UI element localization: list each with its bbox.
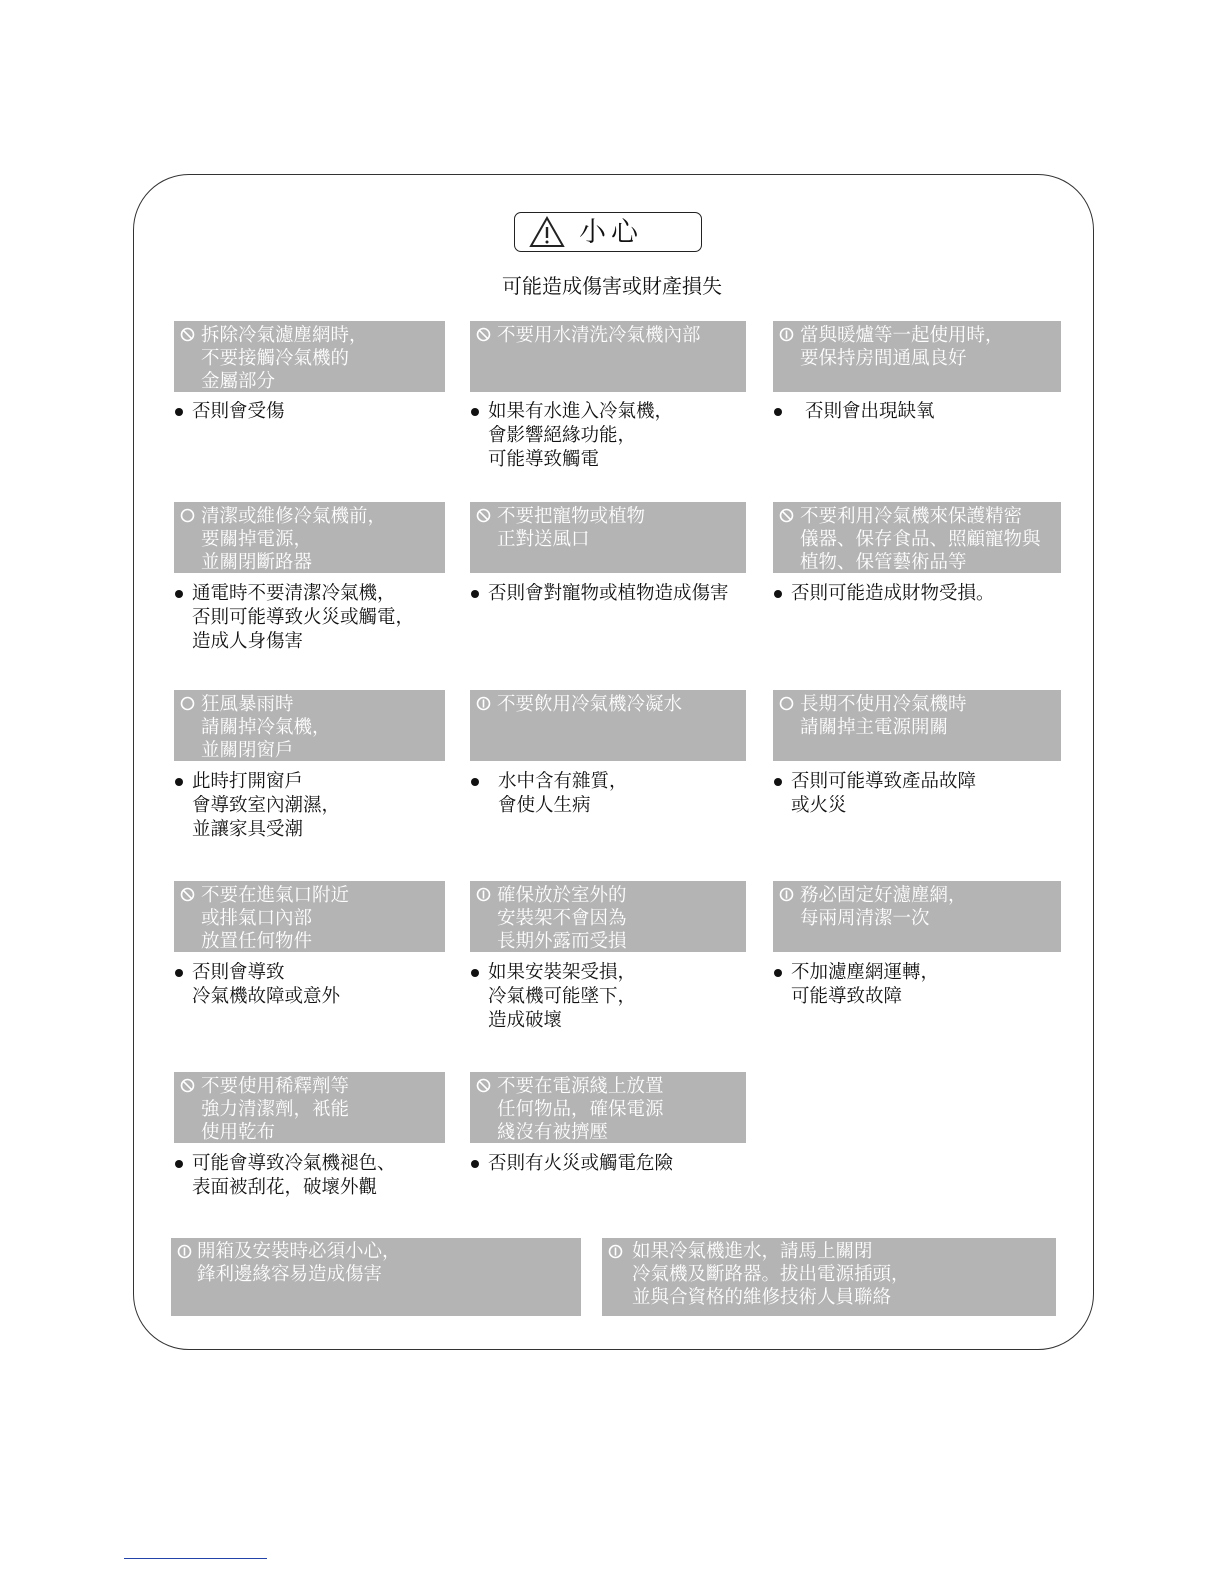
caution-item-description-line: 會影響絕緣功能， [488, 425, 637, 446]
caution-item-title-line: 請關掉主電源開關 [800, 717, 949, 738]
caution-item-title-line: 請關掉冷氣機， [201, 717, 331, 738]
bullet-icon [175, 1160, 183, 1168]
caution-item-title-line: 務必固定好濾塵網， [800, 885, 967, 906]
caution-item-title-line: 清潔或維修冷氣機前， [201, 506, 387, 527]
bullet-icon [175, 590, 183, 598]
caution-item-title-line: 不要用水清洗冷氣機內部 [497, 325, 701, 346]
caution-item-title-line: 綫沒有被擠壓 [497, 1122, 609, 1143]
warning-triangle-icon [529, 216, 565, 248]
caution-item-description-line: 可能會導致冷氣機褪色、 [192, 1153, 396, 1174]
bullet-icon [774, 590, 782, 598]
caution-item-title [174, 321, 445, 392]
caution-item-title-line: 長期不使用冷氣機時 [800, 694, 967, 715]
prohibited-icon [779, 508, 794, 523]
caution-item-title [174, 502, 445, 573]
caution-item-description-line: 會導致室內潮濕， [192, 795, 341, 816]
caution-item-title-line: 拆除冷氣濾塵網時， [201, 325, 368, 346]
caution-item-description-line: 否則可能導致產品故障 [791, 771, 977, 792]
circle-icon [180, 508, 195, 523]
caution-item-description-line: 否則可能導致火災或觸電， [192, 607, 415, 628]
caution-item-title-line: 不要利用冷氣機來保護精密 [800, 506, 1023, 527]
caution-item-description [471, 770, 757, 818]
caution-item-description [175, 961, 456, 1009]
bullet-icon [471, 590, 479, 598]
caution-item-title [773, 321, 1061, 392]
caution-item-title-line: 要關掉電源， [201, 529, 313, 550]
caution-item-description-line: 或火災 [791, 795, 847, 816]
caution-item-description-line: 可能導致故障 [791, 986, 903, 1007]
caution-item-title-line: 要保持房間通風良好 [800, 348, 967, 369]
caution-item-title-line: 並關閉窗戶 [201, 740, 294, 761]
caution-item-title-line: 或排氣口內部 [201, 908, 313, 929]
page-subtitle: 可能造成傷害或財產損失 [502, 274, 722, 298]
prohibited-icon [180, 887, 195, 902]
caution-item-title-line: 使用乾布 [201, 1122, 276, 1143]
caution-item-title-line: 長期外露而受損 [497, 931, 627, 952]
caution-item-description [774, 770, 1072, 818]
caution-item-title-line: 正對送風口 [497, 529, 590, 550]
bullet-icon [471, 778, 479, 786]
bullet-icon [175, 408, 183, 416]
mandatory-icon [177, 1244, 192, 1259]
caution-item-title-line: 強力清潔劑，衹能 [201, 1099, 350, 1120]
prohibited-icon [180, 327, 195, 342]
caution-item-description-line: 會使人生病 [498, 795, 591, 816]
caution-item-description-line: 否則可能造成財物受損。 [791, 583, 995, 604]
mandatory-icon [779, 327, 794, 342]
bottom-note-line: 並與合資格的維修技術人員聯絡 [632, 1287, 892, 1308]
mandatory-icon [608, 1244, 623, 1259]
caution-item-description-line: 否則會受傷 [192, 401, 285, 422]
caution-item-title [174, 690, 445, 761]
caution-item-title-line: 植物、保管藝術品等 [800, 552, 967, 573]
caution-item-title-line: 任何物品，確保電源 [497, 1099, 664, 1120]
caution-item-description-line: 冷氣機故障或意外 [192, 986, 341, 1007]
prohibited-icon [476, 508, 491, 523]
caution-item-description [175, 400, 456, 424]
caution-item-description [175, 1152, 456, 1200]
caution-item-description-line: 造成人身傷害 [192, 631, 304, 652]
caution-item-description-line: 如果有水進入冷氣機， [488, 401, 674, 422]
circle-icon [180, 696, 195, 711]
caution-item-title [174, 1072, 445, 1143]
caution-item-description-line: 造成破壞 [488, 1010, 563, 1031]
caution-item-description [471, 400, 757, 472]
mandatory-icon [476, 887, 491, 902]
caution-item-title [470, 1072, 746, 1143]
caution-item-title-line: 不要把寵物或植物 [497, 506, 646, 527]
caution-item-title-line: 不要接觸冷氣機的 [201, 348, 350, 369]
caution-item-description-line: 水中含有雜質， [498, 771, 628, 792]
caution-item-title-line: 不要在進氣口附近 [201, 885, 350, 906]
footer-rule [124, 1558, 267, 1559]
caution-item-description [774, 400, 1072, 424]
caution-item-title-line: 安裝架不會因為 [497, 908, 627, 929]
caution-item-title-line: 儀器、保存食品、照顧寵物與 [800, 529, 1041, 550]
prohibited-icon [476, 327, 491, 342]
caution-item-description-line: 可能導致觸電 [488, 449, 600, 470]
caution-item-description-line: 不加濾塵網運轉， [791, 962, 940, 983]
caution-item-description [471, 1152, 757, 1176]
caution-item-description-line: 通電時不要清潔冷氣機， [192, 583, 396, 604]
caution-item-description-line: 否則會對寵物或植物造成傷害 [488, 583, 729, 604]
caution-item-description-line: 否則會出現缺氧 [805, 401, 935, 422]
caution-item-title-line: 不要在電源綫上放置 [497, 1076, 664, 1097]
bullet-icon [471, 408, 479, 416]
bottom-note [602, 1238, 1056, 1316]
circle-icon [779, 696, 794, 711]
caution-item-title-line: 放置任何物件 [201, 931, 313, 952]
caution-item-title-line: 不要使用稀釋劑等 [201, 1076, 350, 1097]
prohibited-icon [476, 1078, 491, 1093]
caution-item-title [174, 881, 445, 952]
caution-item-description [774, 582, 1072, 606]
mandatory-icon [476, 696, 491, 711]
bottom-note-line: 鋒利邊緣容易造成傷害 [197, 1264, 383, 1285]
caution-item-description-line: 此時打開窗戶 [192, 771, 304, 792]
caution-item-title-line: 狂風暴雨時 [201, 694, 294, 715]
bullet-icon [175, 778, 183, 786]
caution-item-description [774, 961, 1072, 1009]
prohibited-icon [180, 1078, 195, 1093]
caution-heading [514, 212, 702, 252]
caution-item-title [470, 502, 746, 573]
caution-item-title-line: 不要飲用冷氣機冷凝水 [497, 694, 683, 715]
caution-item-description-line: 否則會導致 [192, 962, 285, 983]
caution-item-title [470, 690, 746, 761]
caution-item-title [773, 881, 1061, 952]
bullet-icon [774, 778, 782, 786]
bottom-note-line: 如果冷氣機進水，請馬上關閉 [632, 1241, 873, 1262]
bullet-icon [471, 969, 479, 977]
caution-item-description [471, 582, 757, 606]
caution-item-description [471, 961, 757, 1033]
mandatory-icon [779, 887, 794, 902]
bullet-icon [471, 1160, 479, 1168]
caution-item-title [773, 502, 1061, 573]
caution-item-description-line: 如果安裝架受損， [488, 962, 637, 983]
caution-item-title [470, 321, 746, 392]
bottom-note [171, 1238, 581, 1316]
caution-item-description-line: 表面被刮花，破壞外觀 [192, 1177, 378, 1198]
caution-item-title-line: 金屬部分 [201, 371, 276, 392]
bullet-icon [774, 969, 782, 977]
bullet-icon [175, 969, 183, 977]
caution-item-description [175, 582, 456, 654]
caution-item-title-line: 每兩周清潔一次 [800, 908, 930, 929]
bullet-icon [774, 408, 782, 416]
caution-item-description-line: 並讓家具受潮 [192, 819, 304, 840]
caution-item-description [175, 770, 456, 842]
caution-item-title-line: 確保放於室外的 [497, 885, 627, 906]
caution-title: 小心 [579, 216, 643, 248]
caution-item-title-line: 當與暖爐等一起使用時， [800, 325, 1004, 346]
caution-item-description-line: 冷氣機可能墜下， [488, 986, 637, 1007]
caution-item-title [470, 881, 746, 952]
caution-item-title-line: 並關閉斷路器 [201, 552, 313, 573]
bottom-note-line: 開箱及安裝時必須小心， [197, 1241, 401, 1262]
caution-item-description-line: 否則有火災或觸電危險 [488, 1153, 674, 1174]
caution-item-title [773, 690, 1061, 761]
bottom-note-line: 冷氣機及斷路器。拔出電源插頭， [632, 1264, 910, 1285]
